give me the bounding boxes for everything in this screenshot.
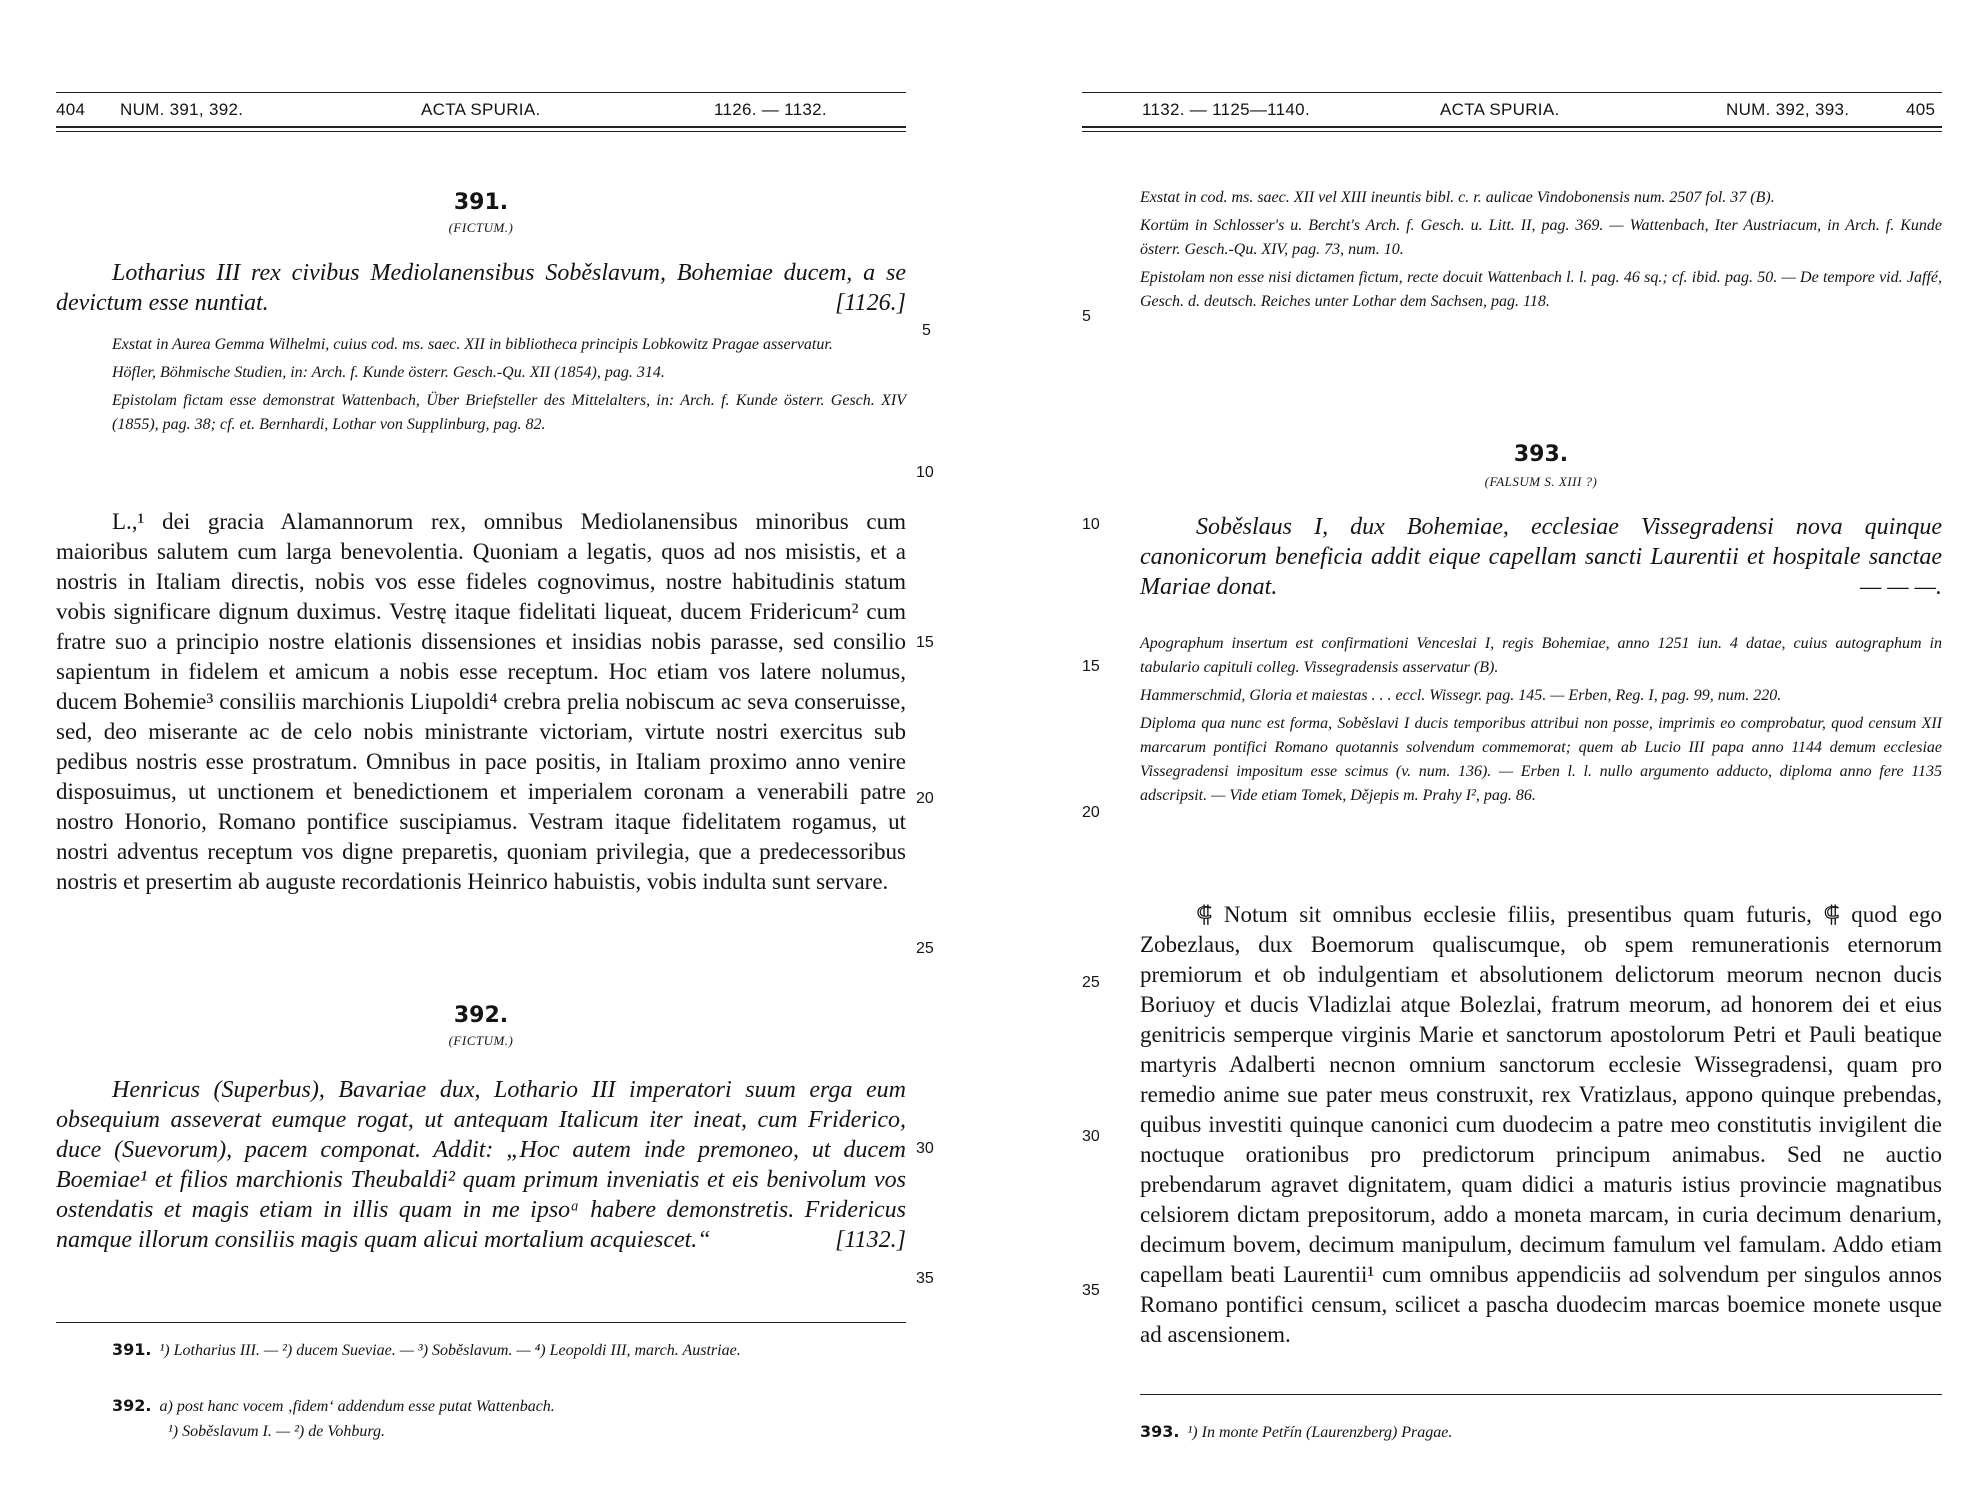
note-392-3: Epistolam non esse nisi dictamen fictum, recte docuit Wattenbach l. l. pag. 46 sq.; cf. ibid. pag. 50. — De tempore vid. Jaffé, Gesch. d. deutsch. Reiches unter Lothar dem Sachsen, pag. 118.: [1140, 269, 1942, 310]
footnote-391: 391. ¹) Lotharius III. — ²) ducem Sueviae. — ³) Soběslavum. — ⁴) Leopoldi III, march. Austriae.: [112, 1340, 741, 1359]
footnote-392a: 392. a) post hanc vocem ‚fidem‘ addendum esse putat Wattenbach.: [112, 1396, 555, 1415]
note-392-1: Exstat in cod. ms. saec. XII vel XIII ineuntis bibl. c. r. aulicae Vindobonensis num. 2507 fol. 37 (B).: [1140, 189, 1775, 206]
header-title: ACTA SPURIA.: [421, 100, 541, 119]
doc-number-392: 392.: [453, 1003, 509, 1028]
doc-status-393: (FALSUM S. XIII ?): [1484, 474, 1598, 489]
line-number: 30: [1082, 1128, 1100, 1145]
left-page: [56, 0, 934, 1500]
line-number: 25: [916, 940, 934, 957]
running-header-left: [56, 88, 906, 138]
notes-393: [1140, 632, 1942, 812]
header-title: ACTA SPURIA.: [1440, 100, 1560, 119]
date-392: [1132.]: [835, 1227, 906, 1253]
line-number: 15: [916, 634, 934, 651]
line-number: 20: [916, 790, 934, 807]
note-391-3: Epistolam fictam esse demonstrat Wattenbach, Über Briefsteller des Mittelalters, in: Arch. f. Kunde österr. Gesch. XIV (1855), pag. 38; cf. et. Bernhardi, Lothar von Supplinburg, pag. 82.: [112, 392, 906, 433]
doc-number-391: 391.: [453, 190, 509, 215]
note-391-2: Höfler, Böhmische Studien, in: Arch. f. Kunde österr. Gesch.-Qu. XII (1854), pag. 314.: [112, 364, 665, 381]
line-number: 25: [1082, 974, 1100, 991]
header-num: NUM. 392, 393.: [1726, 100, 1850, 119]
line-number: 35: [1082, 1282, 1100, 1299]
note-392-2: Kortüm in Schlosser's u. Bercht's Arch. f. Gesch. u. Litt. II, pag. 369. — Wattenbach, Iter Austriacum, in Arch. f. Kunde österr. Gesch.-Qu. XIV, pag. 73, num. 10.: [1140, 217, 1942, 258]
doc-number-393: 393.: [1513, 442, 1569, 467]
line-number: 10: [916, 464, 934, 481]
header-num: NUM. 391, 392.: [120, 100, 244, 119]
page-number: 405: [1906, 100, 1936, 119]
header-years: 1132. — 1125—1140.: [1142, 100, 1310, 119]
date-393: — — —.: [1859, 574, 1942, 600]
footnote-392b: ¹) Soběslavum I. — ²) de Vohburg.: [168, 1423, 385, 1440]
note-391-1: Exstat in Aurea Gemma Wilhelmi, cuius cod. ms. saec. XII in bibliotheca principis Lobkowitz Pragae asservatur.: [112, 336, 833, 353]
doc-status-392: (FICTUM.): [448, 1033, 514, 1048]
regest-391: Lotharius III rex civibus Mediolanensibus Soběslavum, Bohemiae ducem, a se devictum esse nuntiat. [1126.]: [56, 260, 906, 316]
right-page: [1082, 0, 1942, 1500]
note-393-2: Hammerschmid, Gloria et maiestas . . . eccl. Wissegr. pag. 145. — Erben, Reg. I, pag. 99, num. 220.: [1140, 687, 1782, 704]
text-393: ⸿ Notum sit omnibus ecclesie filiis, presentibus quam futuris, ⸿ quod ego Zobezlaus, dux Boemorum qualiscumque, ob spem remunerationis eternorum premiorum et ob indulgentiam et absolutionem delictorum meorum necnon ducis Boriuoy et ducis Vladizlai atque Bolezlai, fratrum meorum, ad honorem dei et eius genitricis semperque virginis Marie et sanctorum apostolorum Petri et Pauli beatique martyris Adalberti necnon omnium sanctorum ecclesie Wissegradensi, quam pro remedio anime sue pater meus construxit, rex Vratizlaus, appono quinque prebendas, quibus investiti quinque canonici cum duodecim a patre meo constitutis invigilent die noctuque orationibus pro predictorum principum animabus. Sed ne auctio prebendarum agravet dignitatem, quam didici a maturis istius provincie magnatibus celsiorem dictam prepositorum, addo a moneta marcam, in curia decimum denarium, decimum bovem, decimum manipulum, decimum famulum vel famulam. Addo etiam capellam beati Laurentii¹ cum omnibus appendiciis ad solvendum per singulos annos Romano pontifici censum, scilicet a pascha duodecim marcas boemice monete usque ad ascensionem.: [1140, 902, 1942, 1347]
date-391: [1126.]: [835, 290, 906, 316]
notes-391: [112, 333, 906, 441]
doc-status-391: (FICTUM.): [448, 220, 514, 235]
line-number: 20: [1082, 804, 1100, 821]
footnote-rule: [56, 1322, 906, 1323]
running-header-right: [1082, 88, 1942, 138]
text-391: L.,¹ dei gracia Alamannorum rex, omnibus Mediolanensibus minoribus cum maioribus salutem cum larga benevolentia. Quoniam a legatis, quos ad nos misistis, et a nostris in Italiam directis, nobis vos esse fideles cognovimus, nostre habitudinis statum vobis significare dignum duximus. Vestrę itaque fidelitati liqueat, ducem Fridericum² cum fratre suo a principio nostre elationis dissensiones et insidias nobis parasse, sed consilio sapientum in fidelem et amicum a nobis esse receptum. Hoc etiam vos latere nolumus, ducem Bohemie³ consiliis marchionis Liupoldi⁴ crebra prelia nobiscum ac seva conseruisse, sed, deo miserante ac de celo nobis ministrante victoriam, virtute nostri exercitus sub pedibus nostris esse prostratum. Omnibus in pace positis, in Italiam proximo anno venire disposuimus, ut unctionem et benedictionem et imperialem coronam a venerabili patre nostro Honorio, Romano pontifice suscipiamus. Vestram itaque fidelitatem rogamus, ut nostri adventus receptum vos digne preparetis, quoniam privilegia, que a predecessoribus nostris et presertim ab auguste recordationis Heinrico habuistis, vobis indulta sunt servare.: [56, 509, 906, 894]
header-years: 1126. — 1132.: [714, 100, 827, 119]
footnote-393: 393. ¹) In monte Petřín (Laurenzberg) Pragae.: [1140, 1422, 1453, 1441]
line-number: 10: [1082, 516, 1100, 533]
notes-392: [1140, 186, 1942, 318]
line-number: 15: [1082, 658, 1100, 675]
note-393-1: Apographum insertum est confirmationi Venceslai I, regis Bohemiae, anno 1251 iun. 4 datae, cuius autographum in tabulario capituli colleg. Vissegradensis asservatur (B).: [1140, 635, 1942, 676]
line-number: 30: [916, 1140, 934, 1157]
line-number: 35: [916, 1270, 934, 1287]
page-number: 404: [56, 100, 86, 119]
regest-392: Henricus (Superbus), Bavariae dux, Lothario III imperatori suum erga eum obsequium asseverat eumque rogat, ut antequam Italicum iter ineat, cum Friderico, duce (Suevorum), pacem componat. Addit: „Hoc autem inde premoneo, ut ducem Boemiae¹ et filios marchionis Theubaldi² quam primum inveniatis et eis benivolum vos ostendatis et magis etiam in illis quam in me ipsoᵃ habere demonstretis. Fridericus namque illorum consiliis magis quam alicui mortalium acquiescet.“ [1132.]: [56, 1077, 906, 1253]
line-number: 5: [1082, 308, 1091, 325]
footnote-rule: [1140, 1394, 1942, 1395]
regest-393: Soběslaus I, dux Bohemiae, ecclesiae Vissegradensi nova quinque canonicorum beneficia addit eique capellam sancti Laurentii et hospitale sanctae Mariae donat. — — —.: [1140, 514, 1942, 600]
note-393-3: Diploma qua nunc est forma, Soběslavi I ducis temporibus attribui non posse, imprimis eo comprobatur, quod censum XII marcarum pontifici Romano quotannis solvendum commemorat; quem ab Lucio III papa anno 1144 demum ecclesiae Vissegradensi impositum esse scimus (v. num. 136). — Erben l. l. nullo argumento adducto, diploma anno fere 1135 adscripsit. — Vide etiam Tomek, Dějepis m. Prahy I², pag. 86.: [1140, 715, 1942, 804]
line-number: 5: [922, 322, 931, 339]
